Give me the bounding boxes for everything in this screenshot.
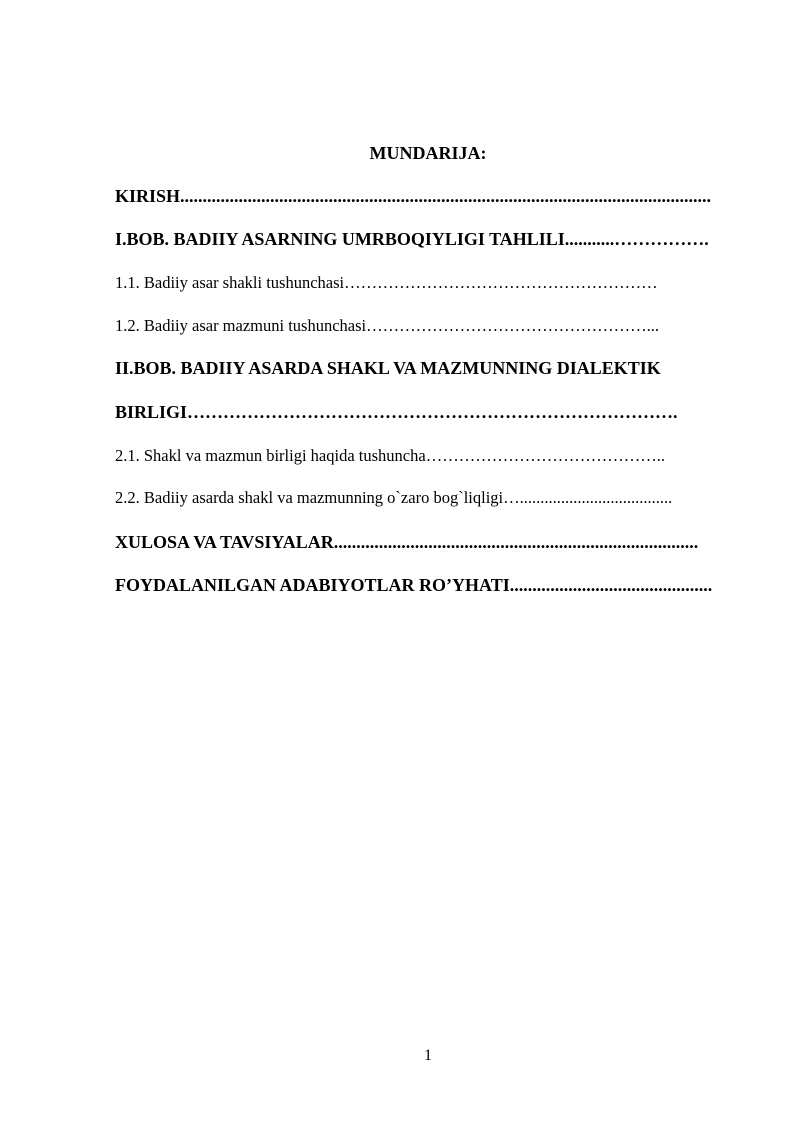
toc-entry-section-2-2: 2.2. Badiiy asarda shakl va mazmunning o`zaro bog`liqligi…..................................... xyxy=(115,488,673,507)
toc-title: MUNDARIJA: xyxy=(369,143,487,163)
toc-entry-chapter-2-line-2: BIRLIGI………………………………………………………………………. xyxy=(115,402,678,422)
toc-entry-references: FOYDALANILGAN ADABIYOTLAR RO’YHATI............................................. xyxy=(115,575,713,595)
page-number: 1 xyxy=(424,1047,432,1064)
toc-entry-conclusion: XULOSA VA TAVSIYALAR................................................................................. xyxy=(115,532,699,552)
toc-entry-section-1-2: 1.2. Badiiy asar mazmuni tushunchasi……………………………………………... xyxy=(115,316,659,335)
toc-entry-section-2-1: 2.1. Shakl va mazmun birligi haqida tushuncha…………………………………….. xyxy=(115,446,665,465)
toc-entry-chapter-2-line-1: II.BOB. BADIIY ASARDA SHAKL VA MAZMUNNING DIALEKTIK xyxy=(115,358,661,378)
toc-entry-section-1-1: 1.1. Badiiy asar shakli tushunchasi………………………………………………… xyxy=(115,273,658,292)
toc-entry-kirish: KIRISH...................................................................................................................... xyxy=(115,186,712,206)
toc-entry-chapter-1: I.BOB. BADIIY ASARNING UMRBOQIYLIGI TAHLILI...........……………. xyxy=(115,229,709,249)
